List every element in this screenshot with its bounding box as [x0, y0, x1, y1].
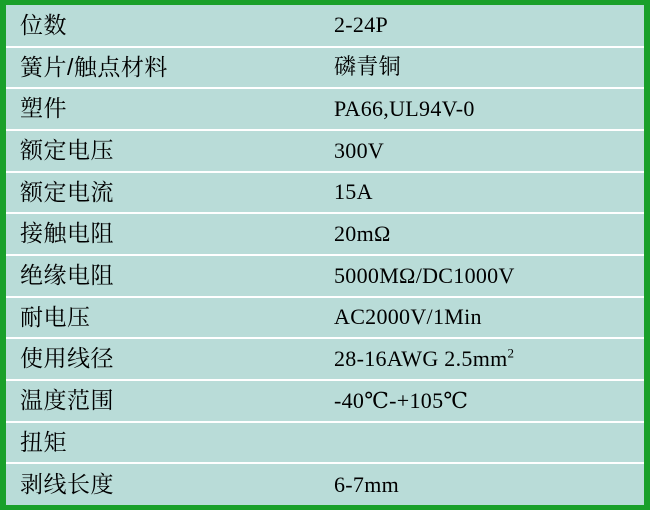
table-row: [6, 130, 644, 172]
spec-label: 簧片/触点材料: [20, 53, 168, 80]
spec-value-cell: [320, 213, 644, 255]
table-row: [6, 47, 644, 89]
spec-label-cell: [6, 47, 320, 89]
spec-label-cell: [6, 463, 320, 505]
spec-label: 温度范围: [20, 387, 114, 414]
spec-value-cell: [320, 338, 644, 380]
spec-value-cell: [320, 47, 644, 89]
table-row: [6, 463, 644, 505]
specification-table: [6, 5, 644, 505]
spec-value: AC2000V/1Min: [334, 304, 482, 330]
spec-value-superscript: 2: [507, 345, 515, 361]
spec-value-main: 28-16AWG 2.5mm: [334, 346, 508, 372]
spec-value: 2-24P: [334, 12, 389, 38]
spec-label-cell: [6, 297, 320, 339]
spec-value: [334, 346, 514, 371]
spec-value: 5000MΩ/DC1000V: [334, 262, 515, 288]
spec-label-cell: [6, 338, 320, 380]
table-row: [6, 88, 644, 130]
spec-value: 20mΩ: [334, 221, 391, 247]
spec-value: -40℃-+105℃: [334, 387, 469, 413]
spec-label-cell: [6, 130, 320, 172]
spec-label-cell: [6, 422, 320, 464]
spec-label: 使用线径: [20, 345, 114, 372]
spec-label-cell: [6, 172, 320, 214]
spec-value: 磷青铜: [334, 54, 401, 80]
spec-label-cell: [6, 88, 320, 130]
spec-label: 剥线长度: [20, 470, 114, 497]
table-row: [6, 297, 644, 339]
table-row: [6, 380, 644, 422]
table-row: [6, 255, 644, 297]
spec-value: PA66,UL94V-0: [334, 96, 475, 122]
spec-value-cell: [320, 422, 644, 464]
table-row: [6, 172, 644, 214]
spec-label-cell: [6, 213, 320, 255]
spec-value: 15A: [334, 179, 373, 205]
table-row: [6, 213, 644, 255]
spec-label: 额定电压: [20, 137, 114, 164]
spec-label: 额定电流: [20, 178, 114, 205]
spec-label: 接触电阻: [20, 220, 114, 247]
spec-value-cell: [320, 255, 644, 297]
spec-label-cell: [6, 5, 320, 47]
spec-value-cell: [320, 463, 644, 505]
spec-value-cell: [320, 172, 644, 214]
spec-label: 扭矩: [20, 428, 67, 455]
spec-value-cell: [320, 88, 644, 130]
table-row: [6, 422, 644, 464]
spec-value-cell: [320, 297, 644, 339]
specification-table-body: [6, 5, 644, 505]
spec-label: 耐电压: [20, 303, 91, 330]
table-row: [6, 338, 644, 380]
spec-value-cell: [320, 380, 644, 422]
spec-label: 绝缘电阻: [20, 262, 114, 289]
spec-value: 6-7mm: [334, 471, 400, 497]
table-row: [6, 5, 644, 47]
spec-label-cell: [6, 380, 320, 422]
spec-label: 塑件: [20, 95, 67, 122]
spec-label: 位数: [20, 11, 67, 38]
spec-value-cell: [320, 5, 644, 47]
spec-value-cell: [320, 130, 644, 172]
spec-value: 300V: [334, 137, 385, 163]
spec-label-cell: [6, 255, 320, 297]
